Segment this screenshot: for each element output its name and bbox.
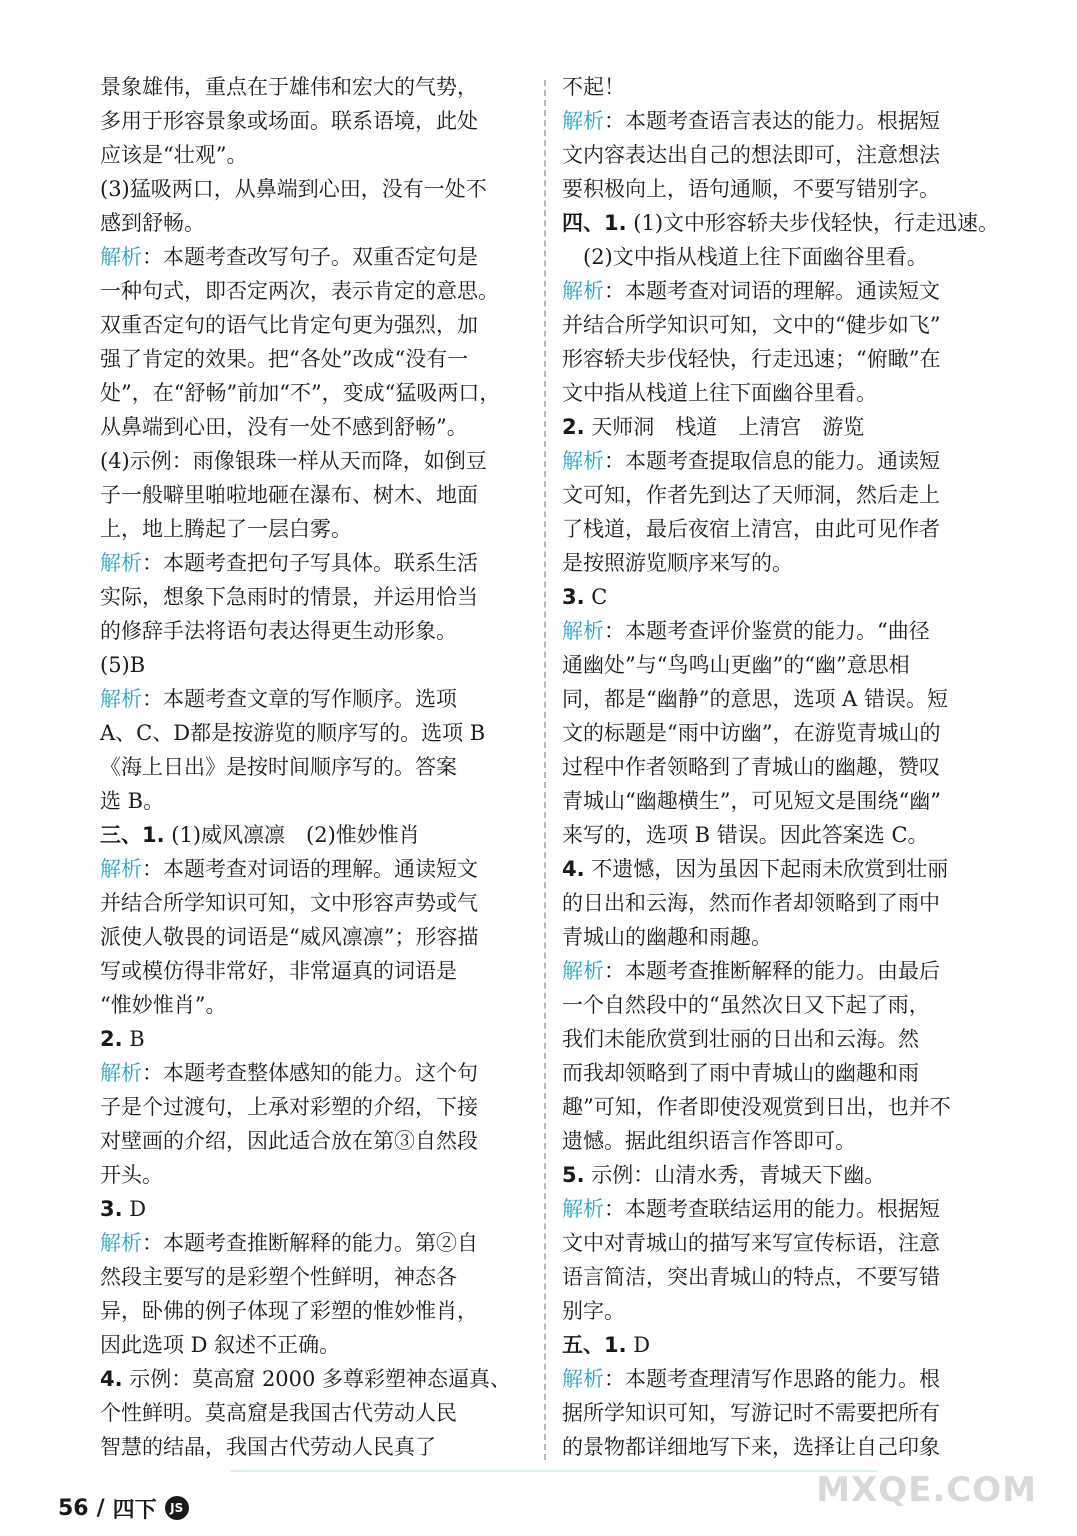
question-number: 4. xyxy=(562,857,585,881)
analysis-label: 解析 xyxy=(562,279,604,303)
line-text: 并结合所学知识可知，文中的“健步如飞” xyxy=(562,313,941,337)
line-text: 对壁画的介绍，因此适合放在第③自然段 xyxy=(100,1129,478,1153)
line-text: 强了肯定的效果。把“各处”改成“没有一 xyxy=(100,347,469,371)
text-line xyxy=(100,580,525,614)
analysis-label: 解析 xyxy=(100,1061,142,1085)
line-text: 不遗憾，因为虽因下起雨未欣赏到壮丽 xyxy=(584,857,949,881)
text-line xyxy=(562,1124,1022,1158)
line-text: ：本题考查整体感知的能力。这个句 xyxy=(142,1061,478,1085)
edition-badge: JS xyxy=(165,1496,189,1520)
text-line xyxy=(562,240,1022,274)
text-line xyxy=(100,1158,525,1192)
line-text: 文的标题是“雨中访幽”，在游览青城山的 xyxy=(562,721,941,745)
line-text: 要积极向上，语句通顺，不要写错别字。 xyxy=(562,177,940,201)
line-text: 一种句式，即否定两次，表示肯定的意思。 xyxy=(100,279,499,303)
text-line xyxy=(562,818,1022,852)
text-line xyxy=(100,648,525,682)
text-line xyxy=(562,546,1022,580)
text-line xyxy=(562,342,1022,376)
text-line xyxy=(100,444,525,478)
line-text: 同，都是“幽静”的意思，选项 A 错误。短 xyxy=(562,687,948,711)
footer-rule xyxy=(230,1470,877,1472)
line-text: 语言简洁，突出青城山的特点，不要写错 xyxy=(562,1265,940,1289)
text-line xyxy=(100,988,525,1022)
line-text: ：本题考查把句子写具体。联系生活 xyxy=(142,551,478,575)
question-number: 3. xyxy=(100,1197,123,1221)
text-line xyxy=(562,1328,1022,1362)
text-line xyxy=(562,682,1022,716)
text-line xyxy=(562,308,1022,342)
text-line xyxy=(562,1056,1022,1090)
line-text: 文中对青城山的描写来写宣传标语，注意 xyxy=(562,1231,940,1255)
line-text: (3)猛吸两口，从鼻端到心田，没有一处不 xyxy=(100,177,487,201)
text-line xyxy=(100,240,525,274)
section-number: 三、 xyxy=(100,823,142,847)
footer-separator: / xyxy=(96,1495,105,1521)
line-text: D xyxy=(122,1197,147,1221)
question-number: 1. xyxy=(604,211,627,235)
text-line xyxy=(100,1124,525,1158)
text-line xyxy=(562,444,1022,478)
text-line xyxy=(562,1430,1022,1464)
text-line xyxy=(100,172,525,206)
text-line xyxy=(100,1294,525,1328)
line-text: 通幽处”与“鸟鸣山更幽”的“幽”意思相 xyxy=(562,653,910,677)
analysis-label: 解析 xyxy=(562,1367,604,1391)
text-line xyxy=(100,546,525,580)
text-line xyxy=(562,172,1022,206)
text-line xyxy=(562,1192,1022,1226)
line-text: 《海上日出》是按时间顺序写的。答案 xyxy=(100,755,457,779)
line-text: ：本题考查推断解释的能力。第②自 xyxy=(142,1231,478,1255)
text-line xyxy=(100,1056,525,1090)
text-line xyxy=(562,206,1022,240)
text-line xyxy=(100,1362,525,1396)
text-line xyxy=(562,648,1022,682)
text-line xyxy=(562,104,1022,138)
text-line xyxy=(100,1022,525,1056)
text-line xyxy=(100,342,525,376)
line-text: 文内容表达出自己的想法即可，注意想法 xyxy=(562,143,940,167)
text-line xyxy=(100,478,525,512)
line-text: 子一般噼里啪啦地砸在瀑布、树木、地面 xyxy=(100,483,478,507)
line-text: ：本题考查提取信息的能力。通读短 xyxy=(604,449,940,473)
section-number: 五、 xyxy=(562,1333,604,1357)
line-text: (4)示例：雨像银珠一样从天而降，如倒豆 xyxy=(100,449,487,473)
line-text: 因此选项 D 叙述不正确。 xyxy=(100,1333,341,1357)
analysis-label: 解析 xyxy=(100,1231,142,1255)
text-line xyxy=(562,70,1022,104)
page-number: 56 xyxy=(58,1495,89,1521)
line-text: (1)文中形容轿夫步伐轻快，行走迅速。 xyxy=(626,211,1000,235)
text-line xyxy=(100,104,525,138)
page-footer xyxy=(58,1490,189,1526)
line-text: 的修辞手法将语句表达得更生动形象。 xyxy=(100,619,457,643)
text-line xyxy=(562,1158,1022,1192)
text-line xyxy=(562,784,1022,818)
text-line xyxy=(100,70,525,104)
line-text: 处”，在“舒畅”前加“不”，变成“猛吸两口， xyxy=(100,381,501,405)
text-line xyxy=(100,376,525,410)
text-line xyxy=(562,512,1022,546)
line-text: 异，卧佛的例子体现了彩塑的惟妙惟肖， xyxy=(100,1299,478,1323)
line-text: (1)威风凛凛 (2)惟妙惟肖 xyxy=(164,823,420,847)
grade-label: 四下 xyxy=(112,1497,157,1523)
line-text: 我们未能欣赏到壮丽的日出和云海。然 xyxy=(562,1027,919,1051)
analysis-label: 解析 xyxy=(100,857,142,881)
analysis-label: 解析 xyxy=(562,959,604,983)
question-number: 2. xyxy=(100,1027,123,1051)
text-line xyxy=(562,1260,1022,1294)
analysis-label: 解析 xyxy=(100,551,142,575)
line-text: ：本题考查对词语的理解。通读短文 xyxy=(604,279,940,303)
text-line xyxy=(100,818,525,852)
analysis-label: 解析 xyxy=(100,245,142,269)
text-line xyxy=(100,852,525,886)
watermark: MXQE.COM xyxy=(816,1470,1037,1510)
line-text: 上，地上腾起了一层白雾。 xyxy=(100,517,352,541)
line-text: 了栈道，最后夜宿上清宫，由此可见作者 xyxy=(562,517,940,541)
left-column xyxy=(100,70,525,1464)
text-line xyxy=(562,376,1022,410)
line-text: 从鼻端到心田，没有一处不感到舒畅”。 xyxy=(100,415,468,439)
text-line xyxy=(100,750,525,784)
text-line xyxy=(562,886,1022,920)
question-number: 4. xyxy=(100,1367,123,1391)
line-text: 感到舒畅。 xyxy=(100,211,205,235)
line-text: ：本题考查评价鉴赏的能力。“曲径 xyxy=(604,619,930,643)
text-line xyxy=(100,886,525,920)
line-text: 一个自然段中的“虽然次日又下起了雨， xyxy=(562,993,930,1017)
line-text: 应该是“壮观”。 xyxy=(100,143,248,167)
analysis-label: 解析 xyxy=(562,109,604,133)
line-text: “惟妙惟肖”。 xyxy=(100,993,227,1017)
line-text: 示例：山清水秀，青城天下幽。 xyxy=(584,1163,886,1187)
line-text: ：本题考查语言表达的能力。根据短 xyxy=(604,109,940,133)
text-line xyxy=(562,954,1022,988)
text-line xyxy=(100,1430,525,1464)
text-line xyxy=(562,920,1022,954)
text-line xyxy=(100,1260,525,1294)
text-line xyxy=(562,478,1022,512)
question-number: 1. xyxy=(142,823,165,847)
line-text: (2)文中指从栈道上往下面幽谷里看。 xyxy=(562,245,928,269)
text-line xyxy=(100,784,525,818)
text-line xyxy=(100,920,525,954)
analysis-label: 解析 xyxy=(100,687,142,711)
line-text: 来写的，选项 B 错误。因此答案选 C。 xyxy=(562,823,929,847)
line-text: ：本题考查对词语的理解。通读短文 xyxy=(142,857,478,881)
text-line xyxy=(100,1328,525,1362)
text-line xyxy=(562,410,1022,444)
line-text: 是按照游览顺序来写的。 xyxy=(562,551,793,575)
line-text: 不起！ xyxy=(562,75,625,99)
text-line xyxy=(100,1192,525,1226)
text-line xyxy=(562,614,1022,648)
text-line xyxy=(562,1022,1022,1056)
line-text: 智慧的结晶，我国古代劳动人民真了 xyxy=(100,1435,436,1459)
text-line xyxy=(562,1396,1022,1430)
line-text: 据所学知识可知，写游记时不需要把所有 xyxy=(562,1401,940,1425)
question-number: 1. xyxy=(604,1333,627,1357)
line-text: 多用于形容景象或场面。联系语境，此处 xyxy=(100,109,478,133)
text-line xyxy=(562,716,1022,750)
line-text: 过程中作者领略到了青城山的幽趣，赞叹 xyxy=(562,755,940,779)
line-text: 文可知，作者先到达了天师洞，然后走上 xyxy=(562,483,940,507)
line-text: 实际，想象下急雨时的情景，并运用恰当 xyxy=(100,585,478,609)
line-text: 景象雄伟，重点在于雄伟和宏大的气势， xyxy=(100,75,478,99)
text-line xyxy=(562,138,1022,172)
right-column xyxy=(562,70,1022,1464)
text-line xyxy=(100,308,525,342)
line-text: 并结合所学知识可知，文中形容声势或气 xyxy=(100,891,478,915)
line-text: ：本题考查理清写作思路的能力。根 xyxy=(604,1367,940,1391)
text-line xyxy=(100,138,525,172)
line-text: 的景物都详细地写下来，选择让自己印象 xyxy=(562,1435,940,1459)
analysis-label: 解析 xyxy=(562,1197,604,1221)
text-line xyxy=(100,274,525,308)
line-text: 选 B。 xyxy=(100,789,165,813)
text-line xyxy=(562,988,1022,1022)
line-text: 青城山“幽趣横生”，可见短文是围绕“幽” xyxy=(562,789,941,813)
line-text: 开头。 xyxy=(100,1163,163,1187)
line-text: 然段主要写的是彩塑个性鲜明，神态各 xyxy=(100,1265,457,1289)
text-line xyxy=(562,852,1022,886)
text-line xyxy=(100,954,525,988)
text-line xyxy=(100,1226,525,1260)
text-line xyxy=(562,1294,1022,1328)
text-line xyxy=(562,1090,1022,1124)
text-line xyxy=(100,410,525,444)
line-text: 遗憾。据此组织语言作答即可。 xyxy=(562,1129,856,1153)
question-number: 3. xyxy=(562,585,585,609)
text-line xyxy=(100,512,525,546)
text-line xyxy=(100,716,525,750)
line-text: 形容轿夫步伐轻快，行走迅速；“俯瞰”在 xyxy=(562,347,941,371)
line-text: 子是个过渡句，上承对彩塑的介绍，下接 xyxy=(100,1095,478,1119)
line-text: B xyxy=(122,1027,145,1051)
line-text: 文中指从栈道上往下面幽谷里看。 xyxy=(562,381,877,405)
line-text: 趣”可知，作者即使没观赏到日出，也并不 xyxy=(562,1095,951,1119)
line-text: (5)B xyxy=(100,653,146,677)
text-line xyxy=(562,274,1022,308)
line-text: C xyxy=(584,585,608,609)
line-text: D xyxy=(626,1333,651,1357)
text-line xyxy=(562,580,1022,614)
line-text: ：本题考查推断解释的能力。由最后 xyxy=(604,959,940,983)
text-line xyxy=(100,1090,525,1124)
line-text: A、C、D都是按游览的顺序写的。选项 B xyxy=(100,721,486,745)
line-text: 别字。 xyxy=(562,1299,625,1323)
question-number: 5. xyxy=(562,1163,585,1187)
line-text: 的日出和云海，然而作者却领略到了雨中 xyxy=(562,891,940,915)
line-text: 青城山的幽趣和雨趣。 xyxy=(562,925,772,949)
text-line xyxy=(100,614,525,648)
question-number: 2. xyxy=(562,415,585,439)
analysis-label: 解析 xyxy=(562,619,604,643)
section-number: 四、 xyxy=(562,211,604,235)
line-text: 个性鲜明。莫高窟是我国古代劳动人民 xyxy=(100,1401,457,1425)
line-text: 而我却领略到了雨中青城山的幽趣和雨 xyxy=(562,1061,919,1085)
text-line xyxy=(562,1362,1022,1396)
line-text: 示例：莫高窟 2000 多尊彩塑神态逼真、 xyxy=(122,1367,512,1391)
analysis-label: 解析 xyxy=(562,449,604,473)
text-line xyxy=(100,1396,525,1430)
line-text: ：本题考查联结运用的能力。根据短 xyxy=(604,1197,940,1221)
text-line xyxy=(100,682,525,716)
line-text: ：本题考查文章的写作顺序。选项 xyxy=(142,687,457,711)
line-text: 双重否定句的语气比肯定句更为强烈，加 xyxy=(100,313,478,337)
line-text: 天师洞 栈道 上清宫 游览 xyxy=(584,415,865,439)
text-line xyxy=(100,206,525,240)
text-line xyxy=(562,1226,1022,1260)
text-line xyxy=(562,750,1022,784)
line-text: 写或模仿得非常好，非常逼真的词语是 xyxy=(100,959,457,983)
line-text: ：本题考查改写句子。双重否定句是 xyxy=(142,245,478,269)
line-text: 派使人敬畏的词语是“威风凛凛”；形容描 xyxy=(100,925,479,949)
column-divider xyxy=(544,80,546,1460)
